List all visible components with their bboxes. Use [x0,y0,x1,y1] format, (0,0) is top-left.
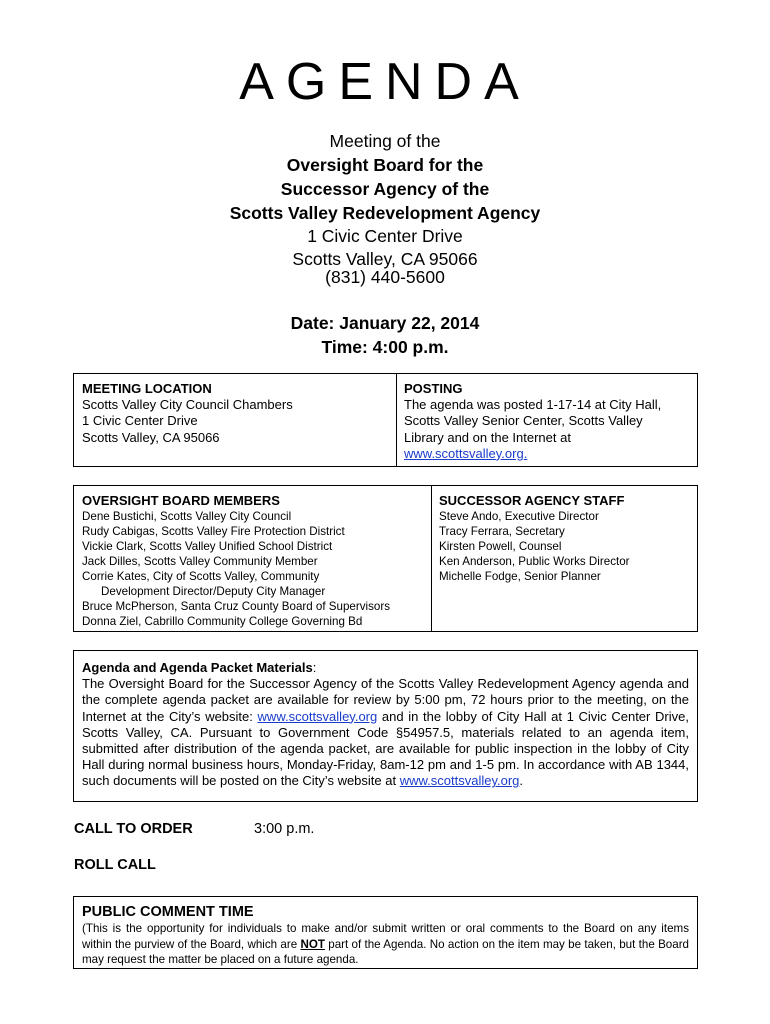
location-posting-box [73,373,698,467]
agenda-packet-text [82,676,689,789]
posting-heading: POSTING [404,381,463,396]
posting-line: Library and on the Internet at [404,429,571,445]
agenda-packet-text-part: and in the lobby of City Hall at 1 Civic Center Drive, Scotts Valley, CA. Pursuant to Government Code §54957.5, materials related to an agenda item, submitted after distribution of the agenda packet, are available for public inspection in the lobby of City Hall during normal business hours, Monday-Friday, 8am-12 pm and 1-5 pm. In accordance with AB 1344, such documents will be posted on the City’s website at [82,708,689,789]
call-to-order-time: 3:00 p.m. [254,821,315,837]
agency-staff [439,493,694,584]
agenda-packet-text-part: The Oversight Board for the Successor Agency of the Scotts Valley Redevelopment Agency agenda and the complete agenda packet are available for review by 5:00 pm, 72 hours prior to the meeting, on the Internet at the City’s website: [82,676,689,724]
address-line1: 1 Civic Center Drive [307,226,463,246]
public-comment-text [82,921,689,968]
member-item: Bruce McPherson, Santa Cruz County Board of Supervisors [82,600,391,614]
agenda-packet-heading: Agenda and Agenda Packet Materials [82,660,313,675]
public-comment-text-part: (This is the opportunity for individuals to make and/or submit written or oral comments to the Board on any items within the purview of the Board, which are [82,922,689,951]
member-item: Jack Dilles, Scotts Valley Community Member [82,555,318,569]
agency-staff-heading: SUCCESSOR AGENCY STAFF [439,493,625,508]
board-name-line3: Scotts Valley Redevelopment Agency [229,203,541,223]
member-item: Dene Bustichi, Scotts Valley City Council [82,510,292,524]
board-name-line1: Oversight Board for the [286,155,484,175]
meeting-of: Meeting of the [329,131,441,151]
location-line: Scotts Valley City Council Chambers [82,397,293,413]
member-item: Vickie Clark, Scotts Valley Unified School District [82,540,333,554]
meeting-date: Date: January 22, 2014 [290,313,480,333]
member-item-continuation: Development Director/Deputy City Manager [101,585,326,599]
public-comment-section [82,904,689,968]
staff-item: Ken Anderson, Public Works Director [439,555,630,569]
posting-line: The agenda was posted 1-17-14 at City Hall, [404,397,662,413]
posting [404,381,694,462]
public-comment-box [73,896,698,969]
member-item: Rudy Cabigas, Scotts Valley Fire Protection District [82,525,345,539]
posting-link-suffix: . [523,445,528,461]
column-divider [431,486,432,631]
call-to-order-label: CALL TO ORDER [74,821,193,837]
address-line2: Scotts Valley, CA 95066 [292,249,478,269]
posting-line: Scotts Valley Senior Center, Scotts Valley [404,413,643,429]
board-name-line2: Successor Agency of the [280,179,490,199]
posting-website-link[interactable]: www.scottsvalley.org [404,445,524,461]
staff-item: Steve Ando, Executive Director [439,510,599,524]
board-members-heading: OVERSIGHT BOARD MEMBERS [82,493,280,508]
public-comment-heading: PUBLIC COMMENT TIME [82,904,254,920]
members-staff-box [73,485,698,632]
member-item: Corrie Kates, City of Scotts Valley, Community [82,570,320,584]
document-title: AGENDA [239,53,531,111]
meeting-time: Time: 4:00 p.m. [321,337,449,357]
meeting-location [82,381,392,446]
location-line: 1 Civic Center Drive [82,413,198,429]
agenda-packet-box [73,650,698,802]
city-website-link-2[interactable]: www.scottsvalley.org [399,773,520,789]
city-website-link[interactable]: www.scottsvalley.org [257,708,378,724]
location-line: Scotts Valley, CA 95066 [82,429,220,445]
public-comment-text-part: part of the Agenda. No action on the item may be taken, but the Board may request the matter be placed on a future agenda. [82,937,690,966]
staff-item: Kirsten Powell, Counsel [439,540,562,554]
board-members [82,493,427,629]
member-item: Donna Ziel, Cabrillo Community College Governing Bd [82,615,363,629]
agenda-packet-text-part: . [519,773,524,789]
staff-item: Tracy Ferrara, Secretary [439,525,565,539]
agenda-packet-section [82,660,689,790]
staff-item: Michelle Fodge, Senior Planner [439,570,601,584]
phone-number: (831) 440-5600 [325,267,445,287]
roll-call-label: ROLL CALL [74,857,156,873]
meeting-location-heading: MEETING LOCATION [82,381,212,396]
not-emphasis: NOT [300,937,325,951]
column-divider [396,374,397,466]
agenda-packet-heading-colon: : [312,660,317,675]
